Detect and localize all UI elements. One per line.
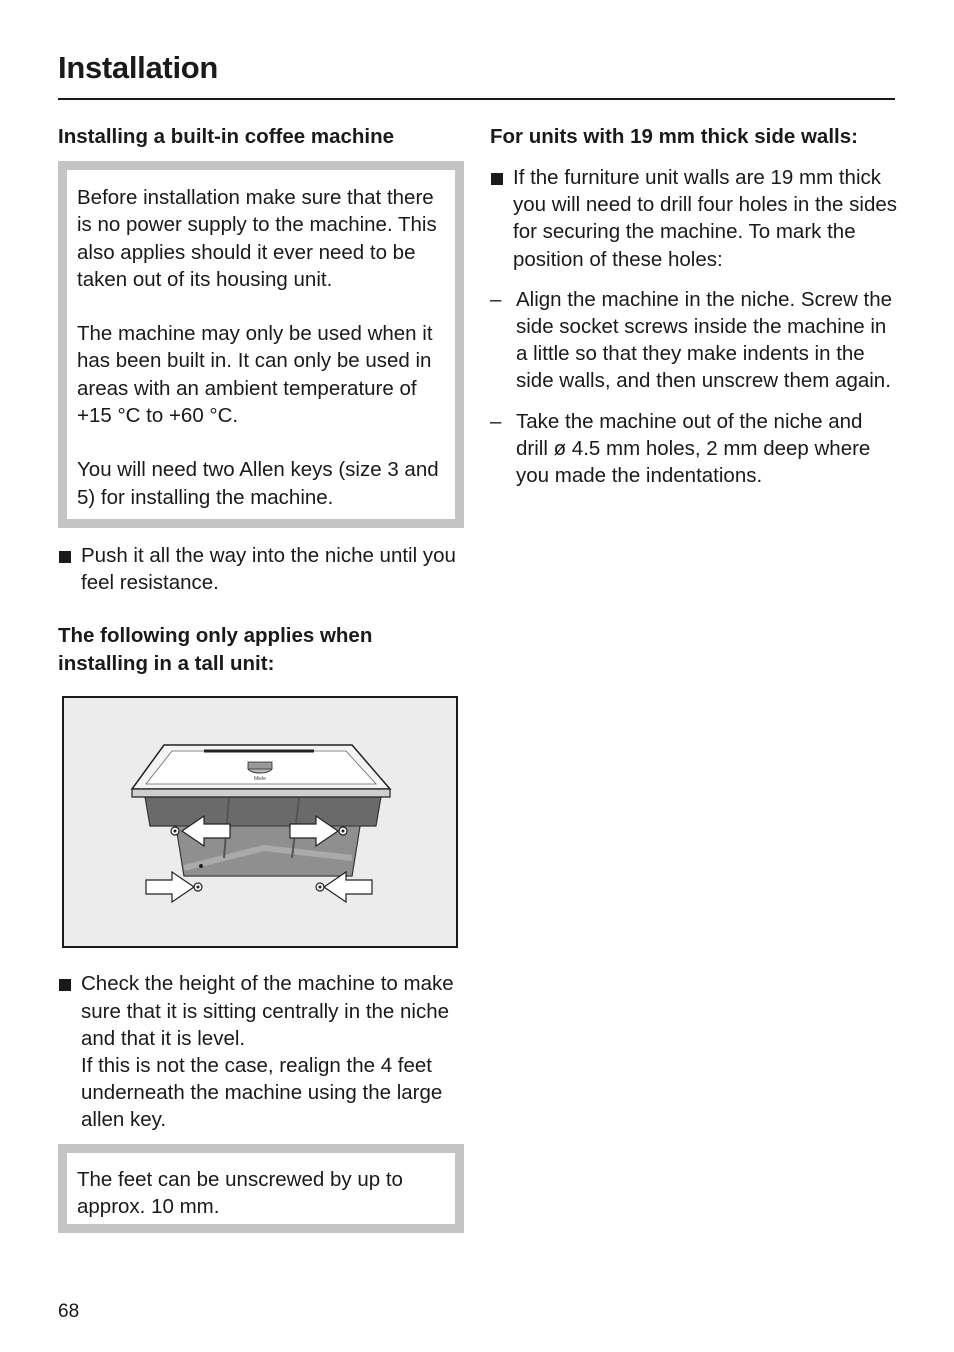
bullet-check-height [58, 970, 464, 1133]
installation-figure [62, 696, 458, 948]
page-number: 68 [58, 1301, 80, 1322]
warning-paragraph: The machine may only be used when it has been built in. It can only be used in areas with an ambient temperature of +15 °C to +60 °C. [77, 322, 433, 428]
warning-paragraph: You will need two Allen keys (size 3 and 5) for installing the machine. [77, 458, 439, 509]
machine-illustration [64, 698, 456, 946]
bullet-text: If the furniture unit walls are 19 mm thick you will need to drill four holes in the sides for securing the machine. To mark the position of these holes: [513, 166, 898, 271]
step-drill-holes [490, 408, 900, 490]
title-divider [58, 98, 895, 100]
bullet-push-into-niche [58, 542, 464, 596]
bullet-19mm-walls [490, 164, 900, 273]
section-heading-tall-unit: The following only applies when installing in a tall unit: [58, 624, 373, 676]
section-heading-19mm: For units with 19 mm thick side walls: [490, 125, 858, 148]
bullet-square-icon [59, 551, 71, 563]
step-align-machine [490, 286, 900, 395]
section-heading-built-in: Installing a built-in coffee machine [58, 125, 395, 148]
bullet-text: Push it all the way into the niche until you feel resistance. [81, 543, 456, 595]
bullet-square-icon [59, 979, 71, 991]
dash-marker: – [490, 287, 502, 311]
step-text: Align the machine in the niche. Screw the side socket screws inside the machine in a little so that they make indents in the side walls, and then unscrew them again. [516, 287, 893, 393]
bullet-text: If this is not the case, realign the 4 feet underneath the machine using the large allen key. [81, 1053, 443, 1132]
warning-paragraph: Before installation make sure that there is no power supply to the machine. This also applies should it ever need to be taken out of its housing unit. [77, 186, 437, 291]
bullet-text: Check the height of the machine to make sure that it is sitting centrally in the niche and that it is level. [81, 972, 454, 1050]
left-column [58, 123, 464, 1233]
note-box-feet [58, 1144, 464, 1234]
step-text: Take the machine out of the niche and drill ø 4.5 mm holes, 2 mm deep where you made the indentations. [516, 409, 871, 488]
right-column [490, 123, 900, 489]
figure-logo-text: Miele [254, 776, 266, 783]
dash-marker: – [490, 409, 502, 433]
warning-box [58, 161, 464, 528]
bullet-square-icon [491, 173, 503, 185]
note-text: The feet can be unscrewed by up to approx. 10 mm. [77, 1167, 403, 1218]
page-title: Installation [58, 50, 219, 85]
